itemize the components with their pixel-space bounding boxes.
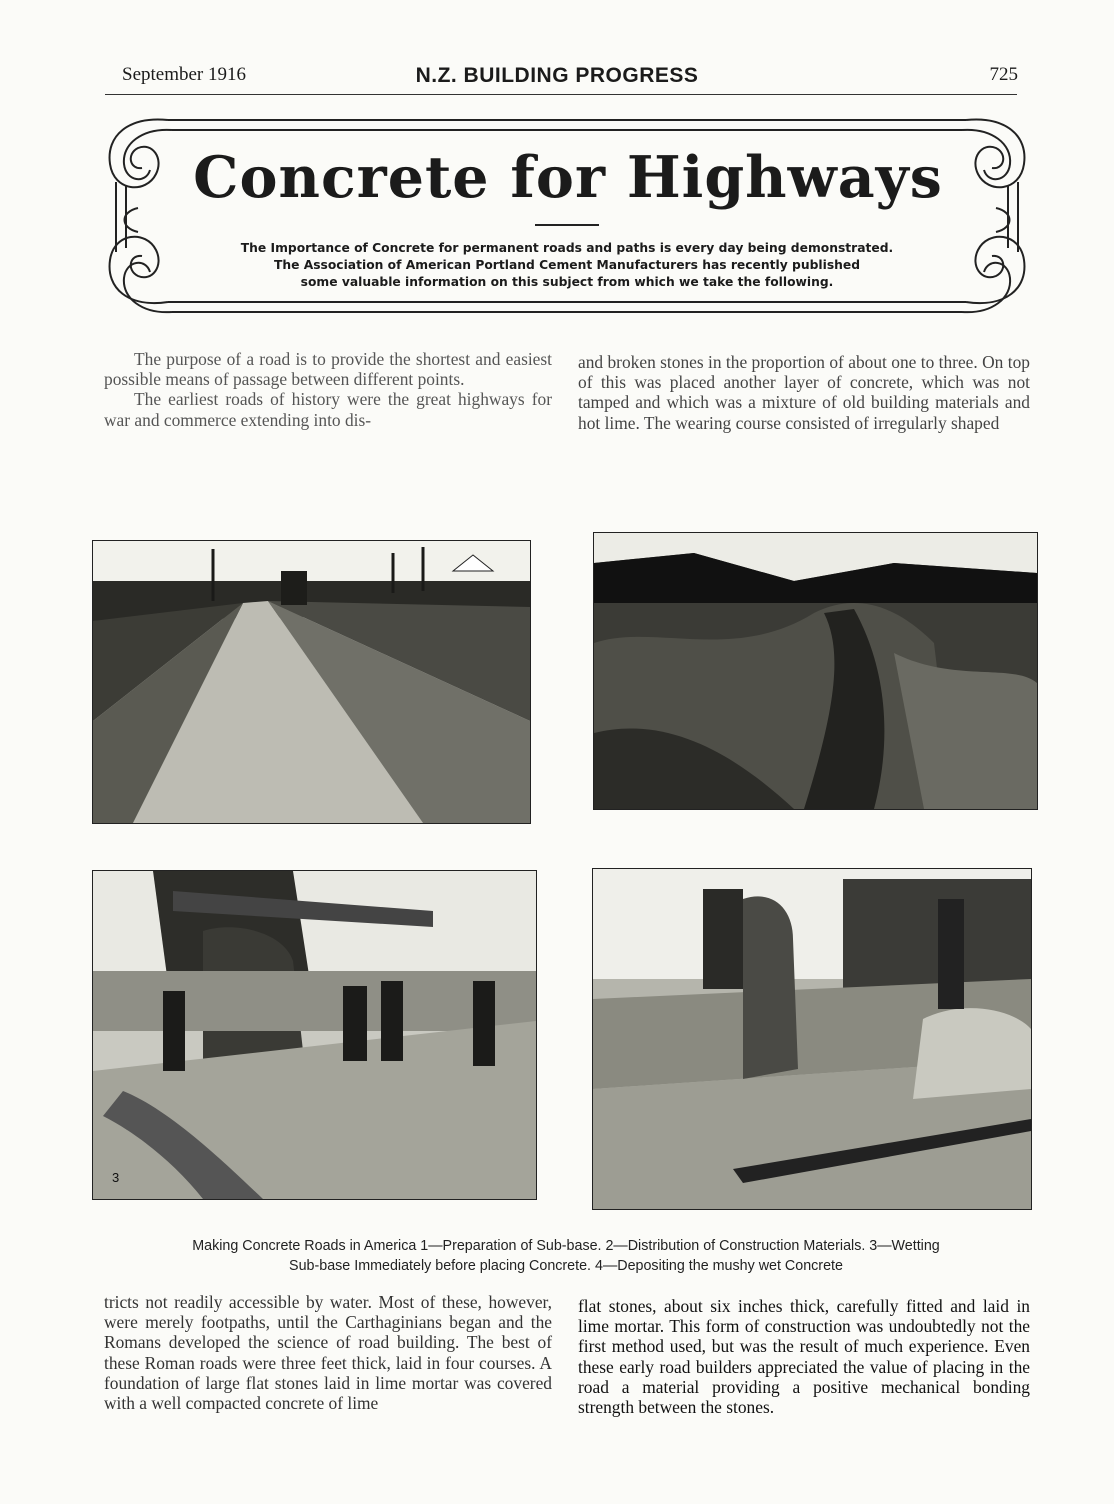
article-title: Concrete for Highways	[193, 144, 943, 211]
photo-road-sub-base	[92, 540, 531, 824]
photo-wetting-sub-base	[92, 870, 537, 1200]
photo-depositing-concrete	[592, 868, 1032, 1210]
text-column-left-top	[104, 349, 552, 430]
title-rule	[535, 224, 599, 226]
caption-line: Sub-base Immediately before placing Concrete. 4—Depositing the mushy wet Concrete	[289, 1258, 843, 1274]
article-standfirst	[158, 240, 976, 291]
paragraph: flat stones, about six inches thick, carefully fitted and laid in lime mortar. This form of construction was undoubtedly not the first method used, but was the result of much experience. Even these early road builders appreciated the value of placing in the road a material providing a positive mechanical bonding strength between the stones.	[578, 1296, 1030, 1418]
paragraph: tricts not readily accessible by water. Most of these, however, were merely footpaths, until the Carthaginians began and the Romans developed the science of road building. The best of these Roman roads were three feet thick, laid in four courses. A foundation of large flat stones laid in lime mortar was covered with a well compacted concrete of lime	[104, 1292, 552, 1414]
paragraph: The earliest roads of history were the great highways for war and commerce extending into dis-	[104, 389, 552, 430]
paragraph: and broken stones in the proportion of about one to three. On top of this was placed another layer of concrete, which was not tamped and which was a mixture of old building materials and hot lime. The wearing course consisted of irregularly shaped	[578, 352, 1030, 433]
figure-caption	[96, 1236, 1036, 1276]
text-column-right-top	[578, 352, 1030, 433]
text-column-left-bottom	[104, 1292, 552, 1413]
paragraph: The purpose of a road is to provide the shortest and easiest possible means of passage between different points.	[104, 349, 552, 390]
photo-material-distribution	[593, 532, 1038, 810]
journal-title: N.Z. BUILDING PROGRESS	[415, 64, 699, 87]
header-rule	[105, 94, 1017, 95]
photo-number: 3	[112, 1170, 120, 1185]
caption-line: Making Concrete Roads in America 1—Preparation of Sub-base. 2—Distribution of Construction Materials. 3—Wetting	[192, 1238, 940, 1254]
page-number: 725	[989, 64, 1018, 85]
title-banner	[98, 112, 1036, 334]
standfirst-line: some valuable information on this subject from which we take the following.	[300, 275, 834, 289]
issue-date: September 1916	[122, 64, 247, 85]
text-column-right-bottom	[578, 1296, 1030, 1417]
standfirst-line: The Importance of Concrete for permanent roads and paths is every day being demonstrated.	[240, 241, 894, 255]
standfirst-line: The Association of American Portland Cement Manufacturers has recently published	[273, 258, 861, 272]
